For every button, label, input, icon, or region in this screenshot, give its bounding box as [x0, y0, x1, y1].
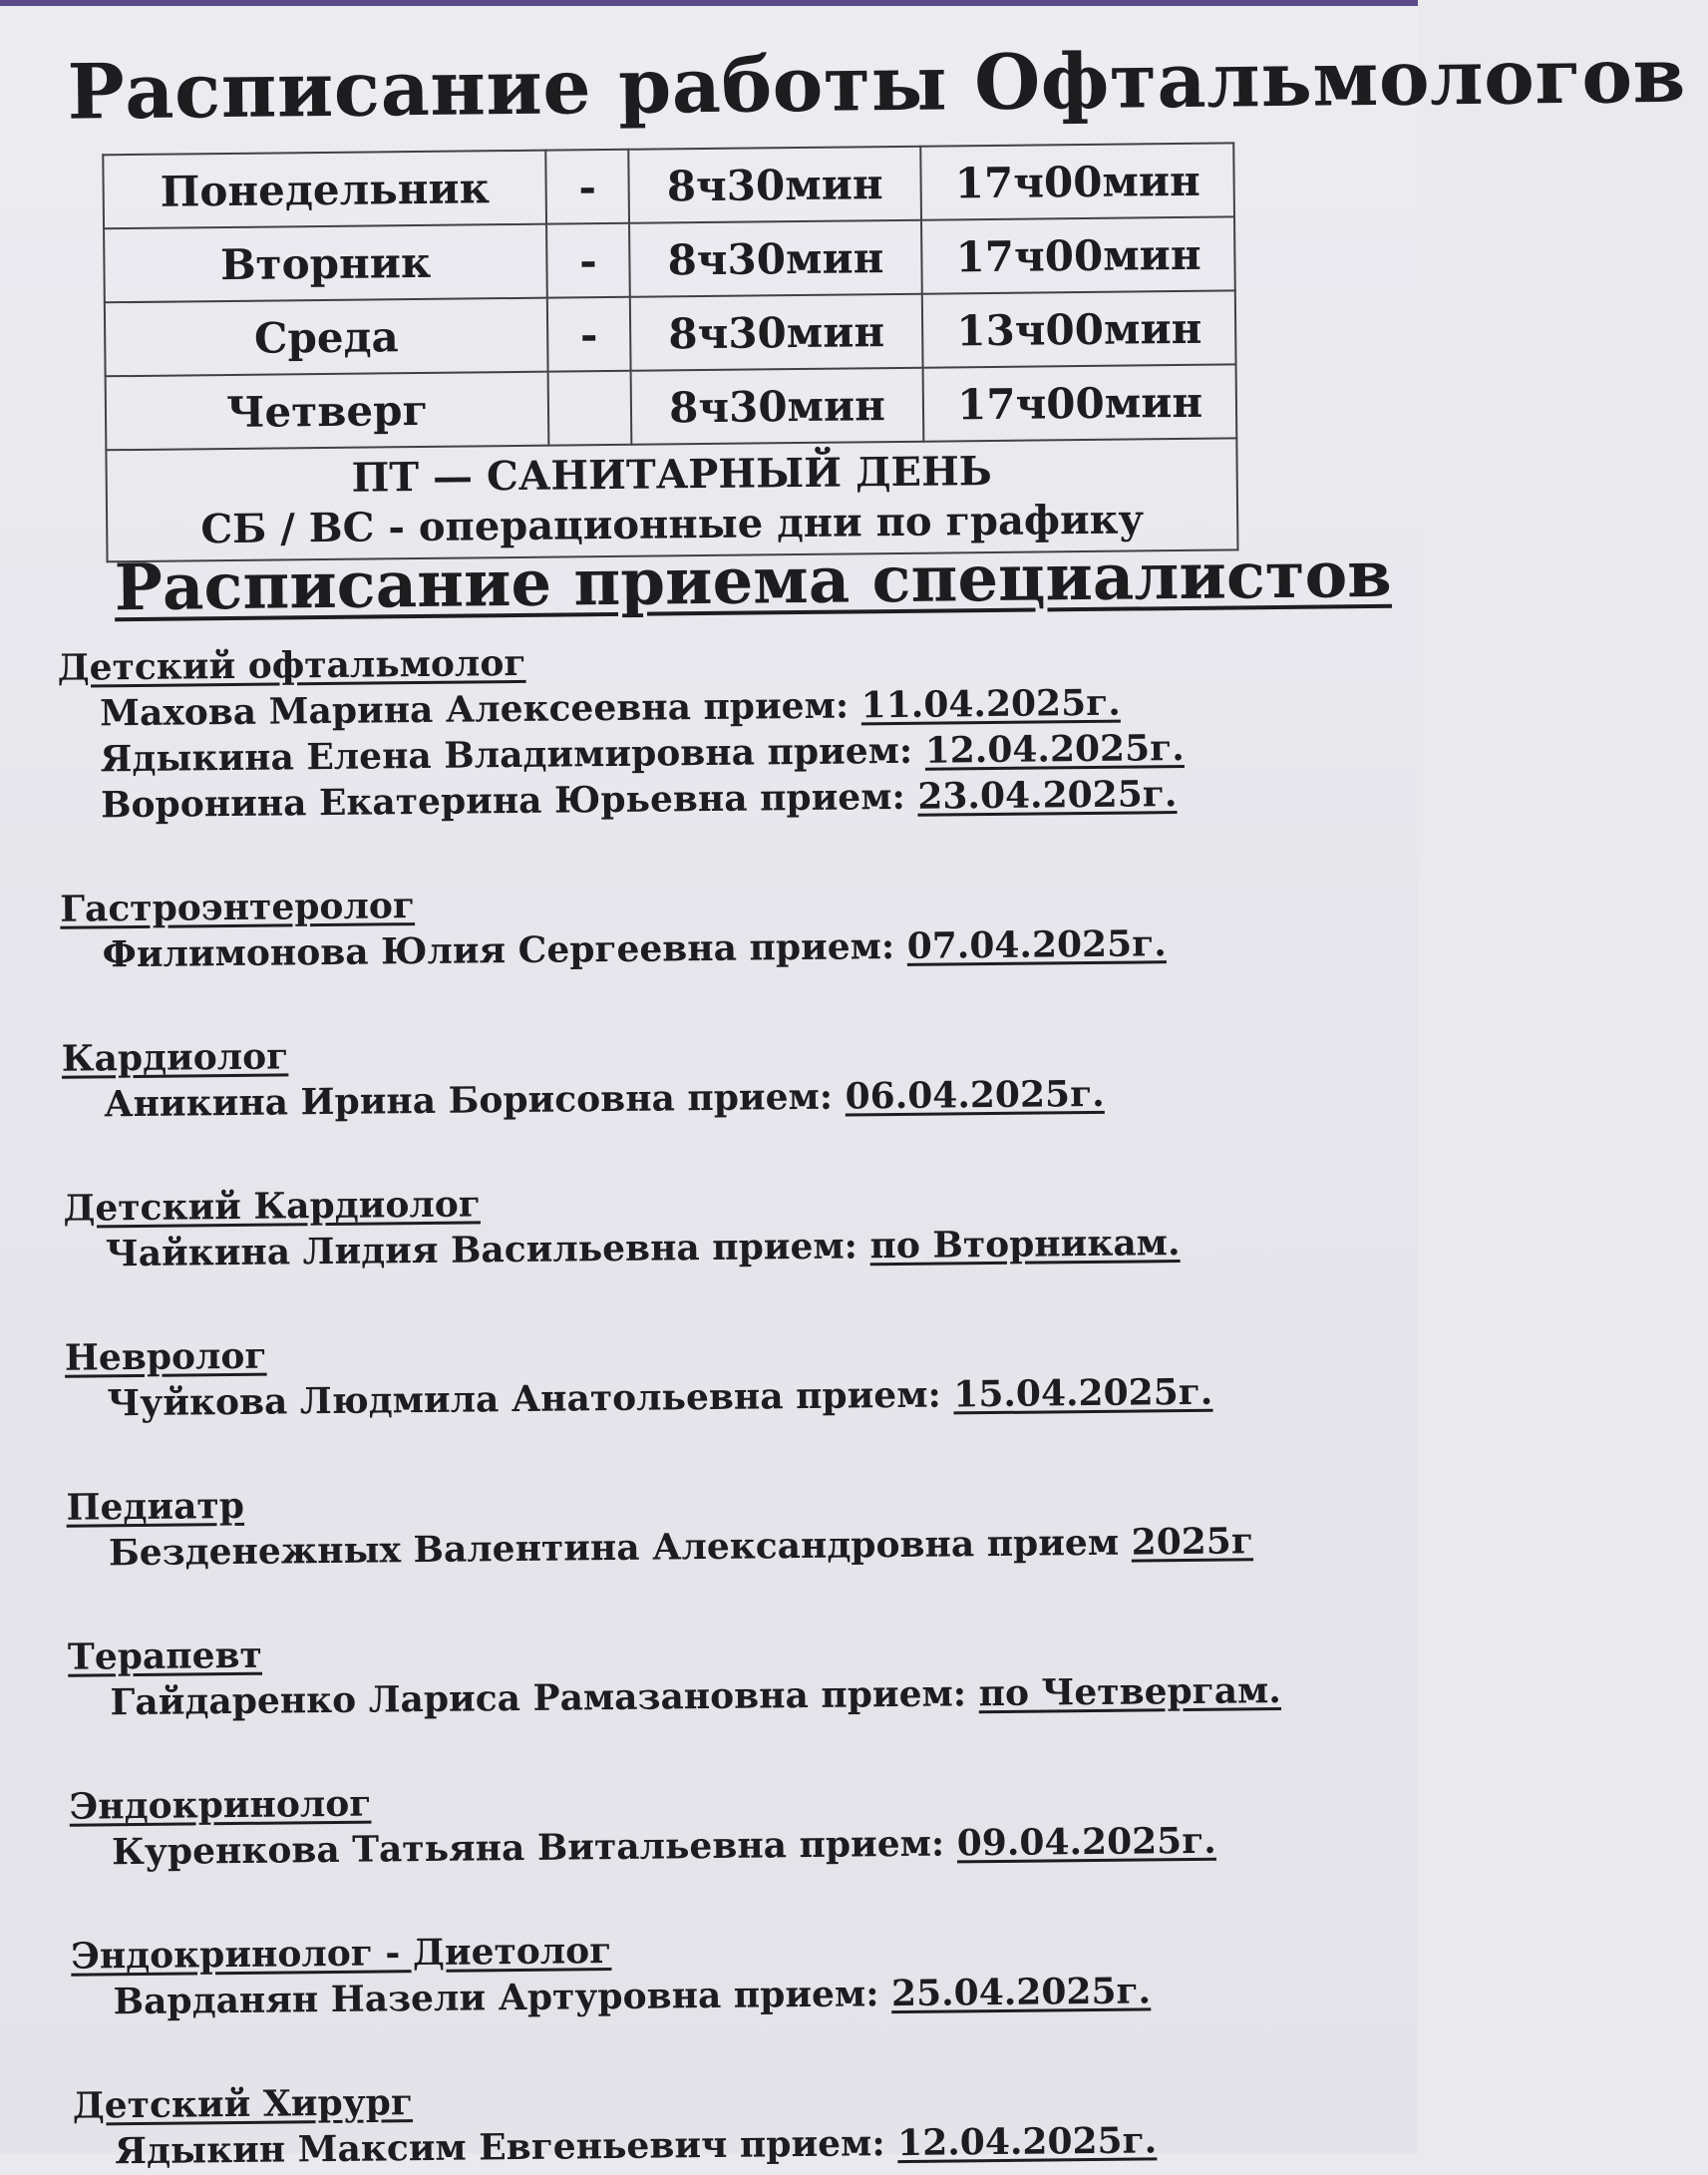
spacer: [941, 1373, 954, 1415]
spacer: [944, 1822, 957, 1864]
start-time-cell: 8ч30мин: [630, 294, 923, 371]
doctor-name: Воронина Екатерина Юрьевна прием:: [100, 775, 905, 827]
spacer: [884, 2122, 897, 2164]
end-time-cell: 17ч00мин: [923, 364, 1236, 441]
specialty-heading: Эндокринолог: [69, 1782, 372, 1828]
specialist-group: [57, 631, 1385, 829]
doctor-name: Филимонова Юлия Сергеевна прием:: [102, 925, 895, 976]
appointment-date: 23.04.2025г.: [917, 773, 1178, 818]
doctor-name: Чуйкова Людмила Анатольевна прием:: [107, 1373, 941, 1425]
dash-cell: -: [547, 297, 630, 372]
appointment-date: по Вторникам.: [869, 1222, 1181, 1268]
spacer: [912, 730, 925, 772]
appointment-date: 12.04.2025г.: [924, 726, 1185, 772]
day-cell: Понедельник: [103, 151, 546, 229]
specialty-heading: Гастроэнтеролог: [59, 885, 416, 930]
specialty-heading: Терапевт: [67, 1633, 263, 1678]
start-time-cell: 8ч30мин: [628, 147, 921, 223]
hours-row: [105, 290, 1236, 376]
appointment-date: 15.04.2025г.: [953, 1370, 1213, 1416]
start-time-cell: 8ч30мин: [630, 368, 923, 445]
hours-row: [104, 216, 1235, 302]
appointment-date: 09.04.2025г.: [956, 1819, 1217, 1865]
specialist-group: [63, 1172, 1390, 1277]
specialist-group: [66, 1471, 1393, 1577]
specialist-list: [57, 631, 1399, 2175]
appointment-date: 07.04.2025г.: [906, 922, 1167, 967]
day-cell: Четверг: [106, 372, 549, 451]
appointment-date: по Четвергам.: [978, 1669, 1282, 1715]
doctor-name: Гайдаренко Лариса Рамазановна прием:: [110, 1672, 967, 1724]
doctor-name: Безденежных Валентина Александровна прием: [108, 1521, 1120, 1575]
day-cell: Вторник: [104, 224, 547, 303]
appointment-date: 11.04.2025г.: [860, 681, 1121, 727]
spacer: [857, 1225, 870, 1267]
spacer: [1119, 1522, 1132, 1564]
specialty-heading: Детский Хирург: [72, 2081, 414, 2127]
specialist-group: [68, 1621, 1395, 1726]
specialty-heading: Педиатр: [66, 1484, 245, 1529]
end-time-cell: 17ч00мин: [921, 143, 1234, 219]
spacer: [905, 776, 918, 818]
specialist-group: [73, 2069, 1400, 2175]
ophthalmologist-hours-table: [102, 142, 1238, 562]
spacer: [894, 925, 907, 967]
doctor-name: Ядыкина Елена Владимировна прием:: [100, 729, 913, 781]
specialist-group: [65, 1321, 1392, 1427]
day-cell: Среда: [105, 298, 548, 377]
start-time-cell: 8ч30мин: [629, 220, 922, 297]
dash-cell: -: [546, 150, 629, 224]
specialists-title: Расписание приема специалистов: [114, 537, 1393, 626]
page-title: Расписание работы Офтальмологов: [67, 30, 1687, 137]
spacer: [878, 1973, 891, 2014]
specialty-heading: Эндокринолог - Диетолог: [70, 1930, 612, 1978]
specialist-group: [71, 1920, 1398, 2025]
end-time-cell: 17ч00мин: [921, 216, 1234, 293]
spacer: [849, 684, 861, 726]
specialist-group: [60, 873, 1387, 978]
doctor-name: Чайкина Лидия Васильевна прием:: [105, 1225, 858, 1275]
dash-cell: -: [546, 223, 629, 298]
appointment-date: 2025г: [1131, 1520, 1254, 1564]
spacer: [833, 1076, 846, 1118]
doctor-name: Аникина Ирина Борисовна прием:: [104, 1075, 834, 1126]
weekend-note: СБ / ВС - операционные дни по графику: [200, 496, 1145, 553]
appointment-date: 25.04.2025г.: [890, 1970, 1152, 2015]
specialist-group: [62, 1022, 1389, 1128]
dash-cell: [548, 371, 631, 446]
hours-table-body: [103, 143, 1237, 561]
doctor-name: Ядыкин Максим Евгеньевич прием:: [115, 2122, 885, 2173]
hours-row: [103, 143, 1234, 228]
spacer: [966, 1672, 979, 1714]
appointment-date: 12.04.2025г.: [896, 2119, 1158, 2165]
end-time-cell: 13ч00мин: [922, 290, 1235, 367]
specialty-heading: Детский офтальмолог: [57, 641, 526, 689]
specialty-heading: Детский Кардиолог: [63, 1183, 482, 1230]
hours-row: [106, 364, 1237, 450]
specialist-group: [69, 1770, 1396, 1876]
friday-note: ПТ — САНИТАРНЫЙ ДЕНЬ: [351, 447, 993, 502]
doctor-name: Куренкова Татьяна Витальевна прием:: [111, 1822, 945, 1874]
specialty-heading: Кардиолог: [61, 1035, 289, 1080]
appointment-date: 06.04.2025г.: [845, 1072, 1105, 1118]
doctor-name: Махова Марина Алексеевна прием:: [99, 684, 850, 735]
doctor-name: Варданян Назели Артуровна прием:: [113, 1973, 879, 2023]
specialty-heading: Невролог: [64, 1334, 267, 1379]
